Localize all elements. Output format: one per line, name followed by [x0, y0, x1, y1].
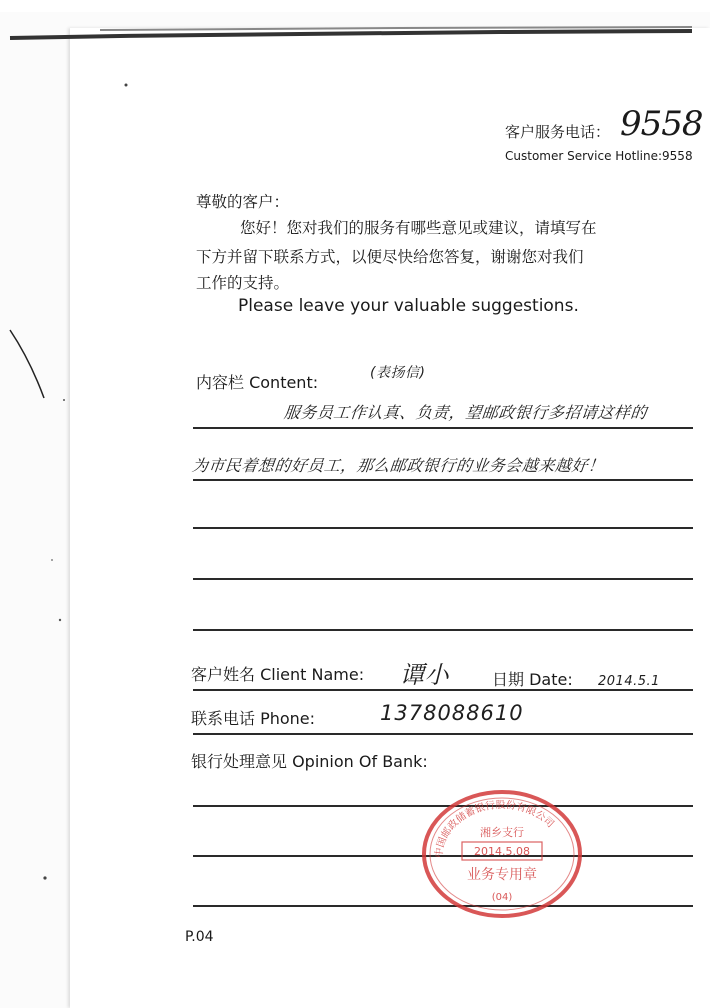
- content-rule-1: [193, 427, 693, 429]
- date-label: 日期 Date:: [492, 670, 573, 689]
- client-name-rule: [193, 689, 693, 691]
- stamp-number: (04): [491, 892, 513, 903]
- body-line-3: 工作的支持。: [196, 274, 290, 292]
- phone-rule: [193, 733, 693, 735]
- client-name-value: 谭小: [400, 661, 449, 689]
- hotline-number: 9558: [620, 104, 703, 144]
- stamp-branch: 湘乡支行: [480, 826, 524, 839]
- client-name-label: 客户姓名 Client Name:: [191, 665, 365, 684]
- hotline-label-en: Customer Service Hotline:9558: [505, 149, 693, 163]
- english-prompt: Please leave your valuable suggestions.: [238, 296, 579, 316]
- greeting: 尊敬的客户：: [196, 193, 290, 211]
- stamp-outer-text: 中国邮政储蓄银行股份有限公司: [433, 799, 556, 859]
- content-rule-2: [193, 479, 693, 481]
- bank-opinion-label: 银行处理意见 Opinion Of Bank:: [191, 752, 428, 771]
- content-rule-4: [193, 578, 693, 580]
- stamp-purpose: 业务专用章: [467, 867, 537, 883]
- handwritten-content-line-2: 为市民着想的好员工，那么邮政银行的业务会越来越好！: [190, 456, 606, 475]
- content-rule-5: [193, 629, 693, 631]
- bank-seal-stamp: [418, 786, 584, 922]
- page-number: P.04: [185, 929, 214, 945]
- body-line-2: 下方并留下联系方式，以便尽快给您答复，谢谢您对我们: [196, 248, 584, 266]
- hotline-label: 客户服务电话：: [505, 123, 611, 141]
- phone-value: 1378088610: [380, 701, 524, 725]
- content-rule-3: [193, 527, 693, 529]
- stamp-date: 2014.5.08: [474, 845, 530, 858]
- content-label: 内容栏 Content:: [196, 373, 319, 392]
- phone-label: 联系电话 Phone:: [191, 709, 316, 728]
- handwritten-tag: (表扬信): [370, 365, 426, 381]
- handwritten-content-line-1: 服务员工作认真、负责，望邮政银行多招请这样的: [282, 403, 648, 422]
- date-value: 2014.5.1: [598, 674, 660, 689]
- body-line-1: 您好！您对我们的服务有哪些意见或建议，请填写在: [240, 219, 597, 237]
